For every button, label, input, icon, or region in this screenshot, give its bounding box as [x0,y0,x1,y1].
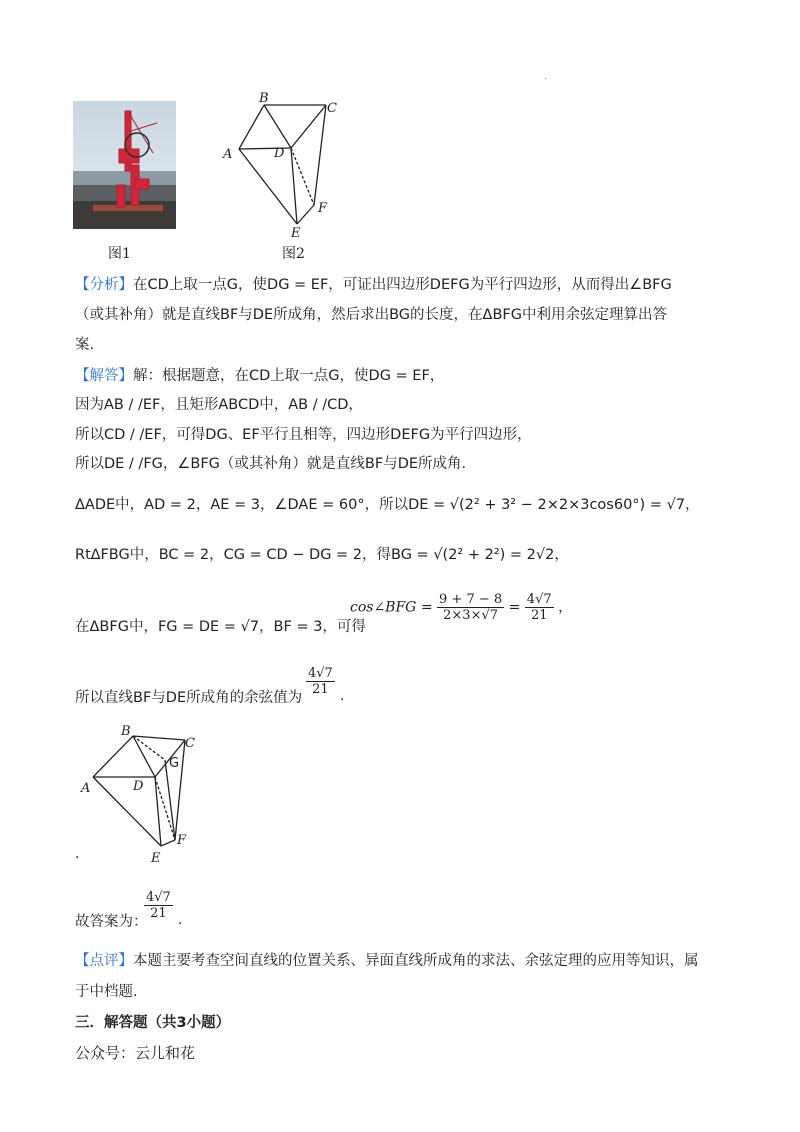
answer-fraction [306,666,335,697]
ans2-num: 4√7 [146,890,171,905]
analysis-line-3: 案. [75,337,95,353]
figure-3-dot: . [75,846,80,862]
analysis-tag: 【分析】 [75,277,133,293]
solution-line-4: 所以DE / /FG，∠BFG（或其补角）就是直线BF与DE所成角. [75,456,467,472]
label-E: E [291,226,301,240]
figure-3-diagram [75,722,205,872]
analysis-text-1: 在CD上取一点G，使DG = EF，可证出四边形DEFG为平行四边形，从而得出∠BFG [133,277,672,293]
crane-photo [73,101,176,229]
stray-dot: · [544,74,548,85]
solution-line-9: 故答案为： [75,914,148,930]
label-D: D [274,146,285,161]
section-title: 三．解答题（共3小题） [75,1015,231,1031]
cos-num-2: 4√7 [526,592,552,607]
answer-period-2: . [178,912,183,928]
cos-frac-1 [437,592,504,623]
review-line-2: 于中档题. [75,984,138,1000]
solution-line-3: 所以CD / /EF，可得DG、EF平行且相等，四边形DEFG为平行四边形， [75,427,532,443]
label-A: A [81,781,91,796]
label-G: G [169,756,180,771]
figure-2-diagram [215,90,345,240]
footer-text: 公众号：云儿和花 [75,1044,196,1062]
cos-lhs: cos∠BFG = [350,599,433,616]
label-B: B [121,724,131,739]
label-A: A [223,147,233,162]
cos-den-1: 2×3×√7 [443,608,499,623]
figure-2-caption: 图2 [282,246,305,262]
label-F: F [318,201,328,216]
solution-line-6: Rt∆FBG中，BC = 2，CG = CD − DG = 2，得BG = √(2² + 2²) = 2√2， [75,547,569,563]
cos-den-2: 21 [530,608,548,623]
cos-formula [350,592,572,623]
label-E: E [151,851,161,866]
ans2-frac [144,890,173,921]
review-text-1: 本题主要考查空间直线的位置关系、异面直线所成角的求法、余弦定理的应用等知识，属 [133,953,699,969]
label-B: B [259,91,269,106]
solution-tag: 【解答】 [75,368,133,384]
label-D: D [133,779,144,794]
figure-1-caption: 图1 [108,246,131,262]
cos-frac-2 [525,592,554,623]
ans-den: 21 [312,682,329,697]
solution-line-1 [75,366,444,386]
review-line-1 [75,951,699,971]
cos-eq: = [508,599,521,616]
ans-num: 4√7 [308,666,333,681]
review-tag: 【点评】 [75,953,133,969]
label-F: F [177,833,187,848]
solution-line-2: 因为AB / /EF，且矩形ABCD中，AB / /CD， [75,397,363,413]
cos-end: ， [558,599,573,616]
solution-text-1: 解：根据题意，在CD上取一点G，使DG = EF， [133,368,445,384]
answer-period: . [340,688,345,704]
cos-num-1: 9 + 7 − 8 [439,592,503,607]
answer-fraction-2 [144,890,173,921]
label-C: C [185,736,195,751]
ans-frac [306,666,335,697]
solution-line-5: ΔADE中，AD = 2，AE = 3，∠DAE = 60°，所以DE = √(2² + 3² − 2×2×3cos60°) = √7， [75,497,700,513]
analysis-line-1 [75,275,672,295]
solution-line-7: 在ΔBFG中，FG = DE = √7，BF = 3，可得 [75,619,366,635]
ans2-den: 21 [150,906,167,921]
analysis-line-2: （或其补角）就是直线BF与DE所成角，然后求出BG的长度，在ΔBFG中利用余弦定理算出答 [75,307,667,323]
label-C: C [327,101,337,116]
solution-line-8: 所以直线BF与DE所成角的余弦值为 [75,690,303,706]
